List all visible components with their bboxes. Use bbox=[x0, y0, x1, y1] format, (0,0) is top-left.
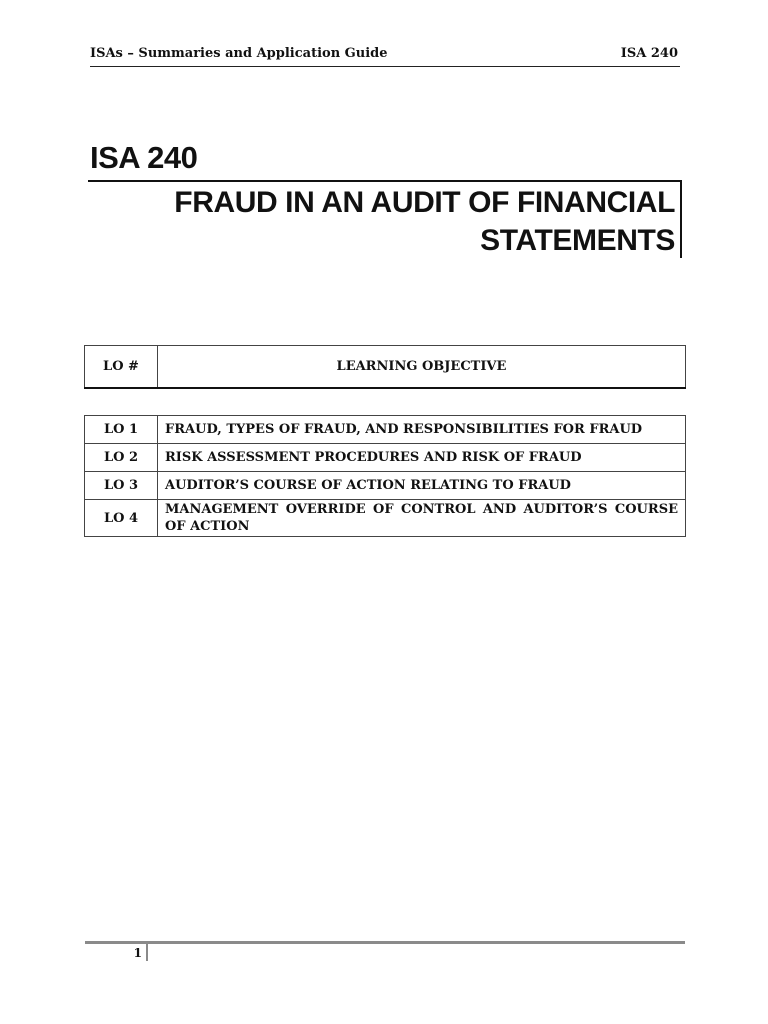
lo-code: LO 4 bbox=[85, 500, 158, 537]
document-title-line-2: STATEMENTS bbox=[480, 224, 675, 257]
footer-vertical-rule bbox=[146, 944, 148, 961]
table-header-row bbox=[85, 346, 686, 389]
header-guide-title: ISAs – Summaries and Application Guide bbox=[90, 46, 388, 61]
learning-objective-header: LEARNING OBJECTIVE bbox=[158, 346, 686, 389]
table-row bbox=[85, 472, 686, 500]
lo-text: RISK ASSESSMENT PROCEDURES AND RISK OF FRAUD bbox=[158, 444, 686, 472]
page-number: 1 bbox=[133, 946, 142, 960]
lo-number-header: LO # bbox=[85, 346, 158, 389]
document-title bbox=[90, 184, 675, 260]
objectives-table bbox=[84, 415, 686, 537]
lo-code: LO 3 bbox=[85, 472, 158, 500]
lo-text: FRAUD, TYPES OF FRAUD, AND RESPONSIBILITIES FOR FRAUD bbox=[158, 416, 686, 444]
lo-text: AUDITOR’S COURSE OF ACTION RELATING TO FRAUD bbox=[158, 472, 686, 500]
footer-rule bbox=[85, 941, 685, 944]
running-header bbox=[90, 46, 680, 67]
table-row bbox=[85, 444, 686, 472]
title-vertical-rule bbox=[680, 180, 682, 258]
table-row bbox=[85, 500, 686, 537]
table-row bbox=[85, 416, 686, 444]
lo-text: MANAGEMENT OVERRIDE OF CONTROL AND AUDITOR’S COURSE OF ACTION bbox=[158, 500, 686, 537]
objectives-header-table bbox=[84, 345, 686, 389]
title-rule bbox=[88, 180, 680, 182]
document-title-line-1: FRAUD IN AN AUDIT OF FINANCIAL bbox=[174, 186, 675, 219]
standard-code-heading: ISA 240 bbox=[90, 140, 198, 175]
header-standard-code: ISA 240 bbox=[620, 46, 678, 61]
lo-code: LO 1 bbox=[85, 416, 158, 444]
lo-code: LO 2 bbox=[85, 444, 158, 472]
